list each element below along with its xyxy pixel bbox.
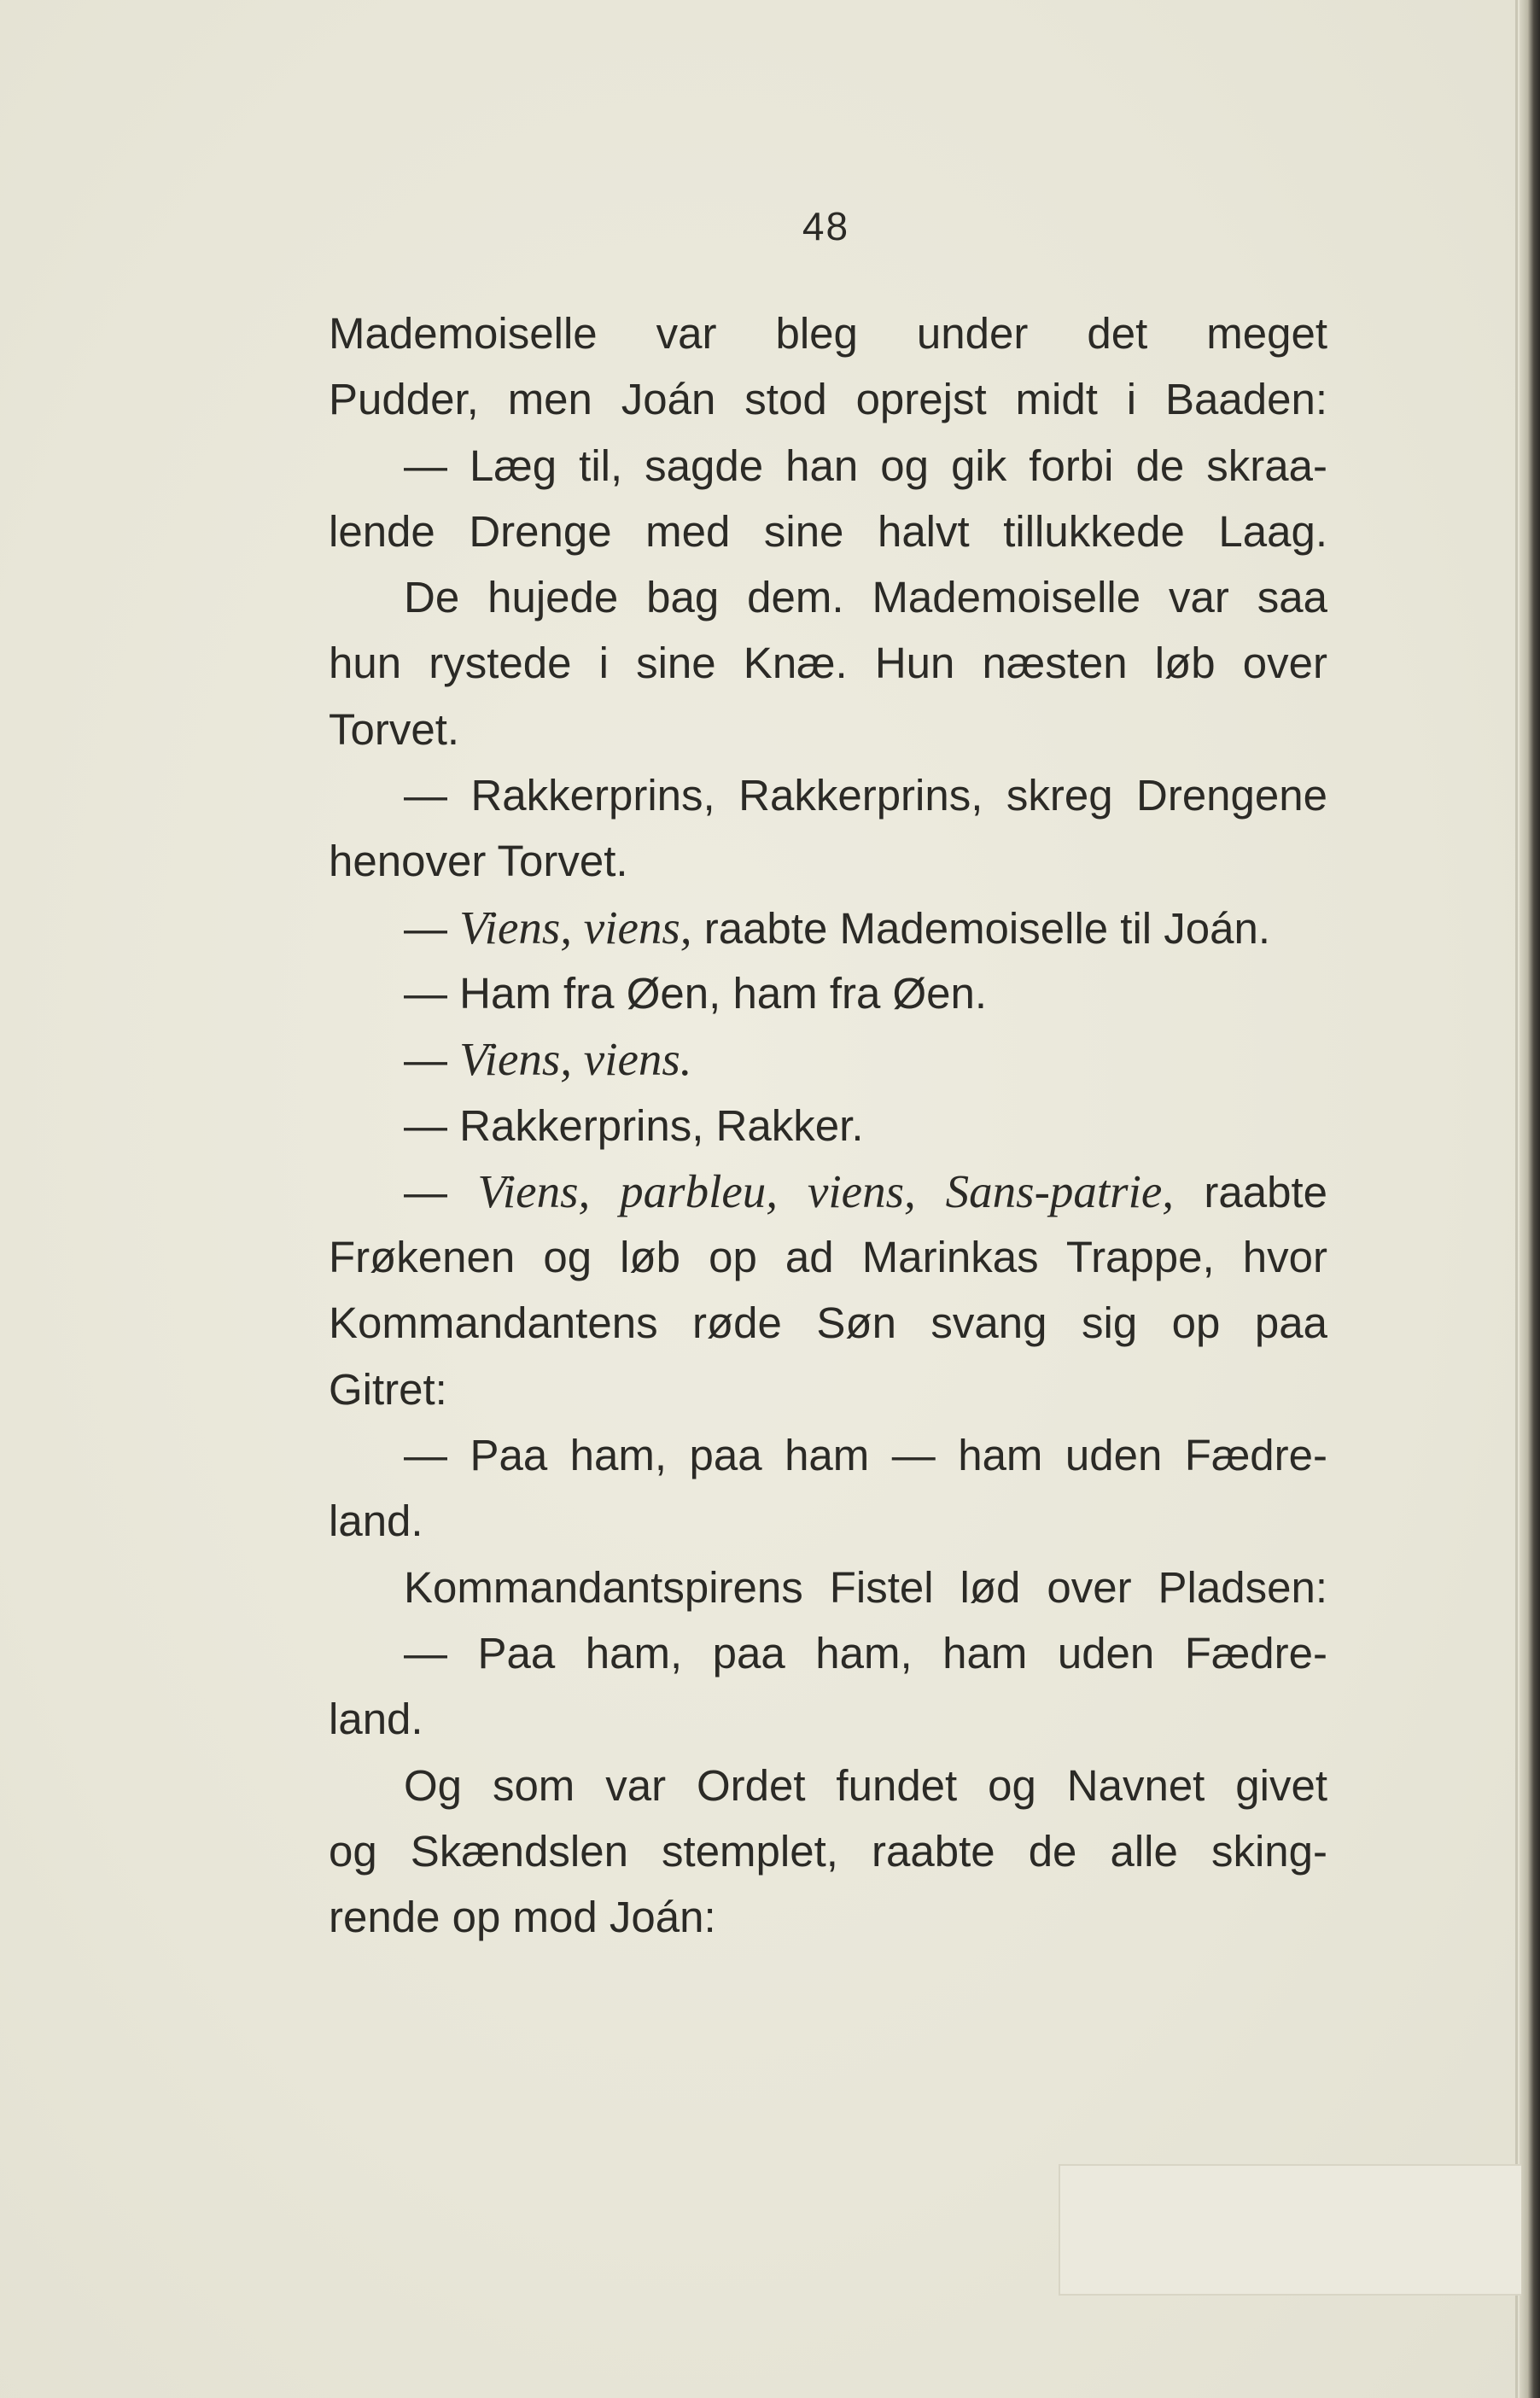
page-number: 48 — [802, 204, 850, 248]
text-line: lende Drenge med sine halvt tillukkede Laag. — [329, 506, 1327, 556]
text-line: Og som var Ordet fundet og Navnet givet — [404, 1760, 1327, 1810]
text-line: — Paa ham, paa ham — ham uden Fædre- — [404, 1431, 1327, 1480]
paper-slip — [1059, 2164, 1521, 2296]
text-line — [329, 1026, 1327, 1092]
binding-line — [1515, 0, 1518, 2398]
text-line: Pudder, men Joán stod oprejst midt i Baaden: — [329, 375, 1327, 424]
text-line: land. — [329, 1695, 423, 1744]
text-line: Mademoiselle var bleg under det meget — [329, 309, 1327, 358]
dash: — — [404, 1167, 447, 1217]
text-fragment: raabte — [1204, 1167, 1328, 1217]
text-line: og Skændslen stemplet, raabte de alle sking- — [329, 1826, 1327, 1876]
italic-phrase: Viens, viens, — [459, 901, 692, 954]
italic-phrase: Viens, viens. — [459, 1033, 692, 1086]
text-line: henover Torvet. — [329, 837, 628, 886]
text-line: land. — [329, 1497, 423, 1546]
binding-edge — [1520, 0, 1540, 2398]
dash: — — [404, 1036, 447, 1085]
text-line: rende op mod Joán: — [329, 1893, 716, 1942]
text-line: hun rystede i sine Knæ. Hun næsten løb over — [329, 639, 1327, 688]
dash: — — [404, 903, 447, 953]
text-line — [329, 895, 1327, 960]
text-line: — Ham fra Øen, ham fra Øen. — [404, 968, 988, 1018]
text-line: De hujede bag dem. Mademoiselle var saa — [404, 573, 1327, 622]
text-line: — Paa ham, paa ham, ham uden Fædre- — [404, 1628, 1327, 1677]
text-line — [329, 1158, 1327, 1224]
text-line: — Rakkerprins, Rakkerprins, skreg Drengene — [404, 771, 1327, 820]
text-line: — Læg til, sagde han og gik forbi de skraa- — [404, 441, 1327, 490]
text-line: Torvet. — [329, 704, 460, 754]
text-line: Kommandantspirens Fistel lød over Pladsen: — [404, 1562, 1327, 1612]
text-line: Gitret: — [329, 1364, 447, 1414]
italic-phrase: Viens, parbleu, viens, Sans-patrie, — [477, 1164, 1175, 1217]
text-fragment: raabte Mademoiselle til Joán. — [703, 903, 1271, 953]
text-line: Kommandantens røde Søn svang sig op paa — [329, 1298, 1327, 1348]
text-line: — Rakkerprins, Rakker. — [404, 1100, 864, 1150]
text-line: Frøkenen og løb op ad Marinkas Trappe, hvor — [329, 1233, 1327, 1282]
body-text — [329, 300, 1327, 1950]
